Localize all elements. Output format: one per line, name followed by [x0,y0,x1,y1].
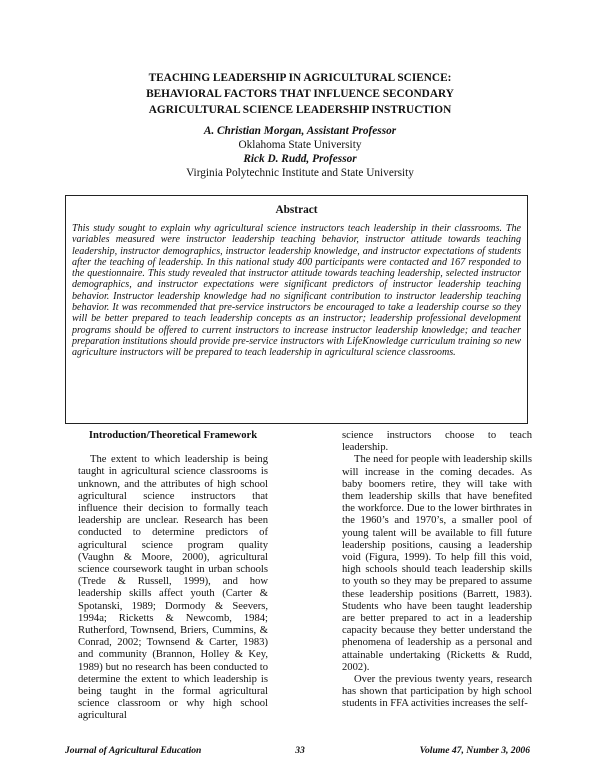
footer-volume: Volume 47, Number 3, 2006 [419,745,530,756]
title-line: TEACHING LEADERSHIP IN AGRICULTURAL SCIENCE: [148,72,452,84]
author-affiliation: Virginia Polytechnic Institute and State University [186,167,414,179]
title-line: BEHAVIORAL FACTORS THAT INFLUENCE SECONDARY [146,88,454,100]
abstract-text: This study sought to explain why agricultural science instructors teach leadership in their classrooms. The variables measured were instructor leadership teaching behavior, instructor attitude towards teaching leadership, instructor demographics, instructor leadership knowledge, and instructor expectations of students after the teaching of leadership. In this national study 400 participants were contacted and 167 responded to the questionnaire. This study revealed that instructor attitude towards teaching leadership, selected instructor demographics, and instructor expectations were significant predictors of instructor leadership teaching behavior. Instructor leadership knowledge had no significant contribution to instructor leadership teaching behavior. It was recommended that pre-service instructors be encouraged to take a leadership course so they will be better prepared to teach leadership concepts as an instructor; leadership professional development programs should be offered to current instructors to increase instructor leadership knowledge; and teacher preparation institutions should provide pre-service instructors with LifeKnowledge curriculum training so new agriculture instructors will be prepared to teach leadership in agricultural science classrooms. [72,223,521,359]
left-column [78,430,268,723]
body-paragraph-continued: science instructors choose to teach leadership. [342,430,532,454]
author-name: A. Christian Morgan, Assistant Professor [203,125,397,137]
abstract-heading: Abstract [275,204,318,216]
right-column [342,430,532,711]
footer-journal: Journal of Agricultural Education [65,745,202,756]
section-heading: Introduction/Theoretical Framework [88,430,258,441]
abstract-box [65,195,528,424]
body-paragraph: The extent to which leadership is being taught in agricultural science classrooms is unknown, and the attributes of high school agricultural science instructors that influence their decision to formally teach leadership are unclear. Research has been conducted to determine predictors of agricultural science program quality (Vaughn & Moore, 2000), agricultural science coursework taught in urban schools (Trede & Russell, 1999), and how leadership skills affect youth (Carter & Spotanski, 1989; Dormody & Seevers, 1994a; Ricketts & Newcomb, 1984; Rutherford, Townsend, Briers, Cummins, & Conrad, 2002; Townsend & Carter, 1983) and community (Brannon, Holley & Key, 1989) but no research has been conducted to determine the extent to which leadership is being taught in the formal agricultural science classroom or why high school agricultural [78,454,268,722]
paper-title [0,70,600,118]
body-paragraph: The need for people with leadership skills will increase in the coming decades. As baby boomers retire, they will take with them leadership skills that have benefited the workforce. Due to the lower birthrates in the 1960’s and 1970’s, a smaller pool of young talent will be available to fill future leadership positions, causing a leadership void (Figura, 1999). To help fill this void, high schools should teach leadership skills to youth so they may be prepared to assume these leadership positions (Barrett, 1983). Students who have been taught leadership are better prepared to act in a leadership capacity because they better understand the phenomena of leadership as a personal and attainable undertaking (Ricketts & Rudd, 2002). [342,454,532,673]
title-line: AGRICULTURAL SCIENCE LEADERSHIP INSTRUCTION [148,104,452,116]
author-name: Rick D. Rudd, Professor [243,153,357,165]
footer-page-number: 33 [295,745,305,756]
author-block [0,124,600,180]
body-paragraph: Over the previous twenty years, research has shown that participation by high school students in FFA activities increases the self- [342,674,532,710]
author-affiliation: Oklahoma State University [238,139,362,151]
